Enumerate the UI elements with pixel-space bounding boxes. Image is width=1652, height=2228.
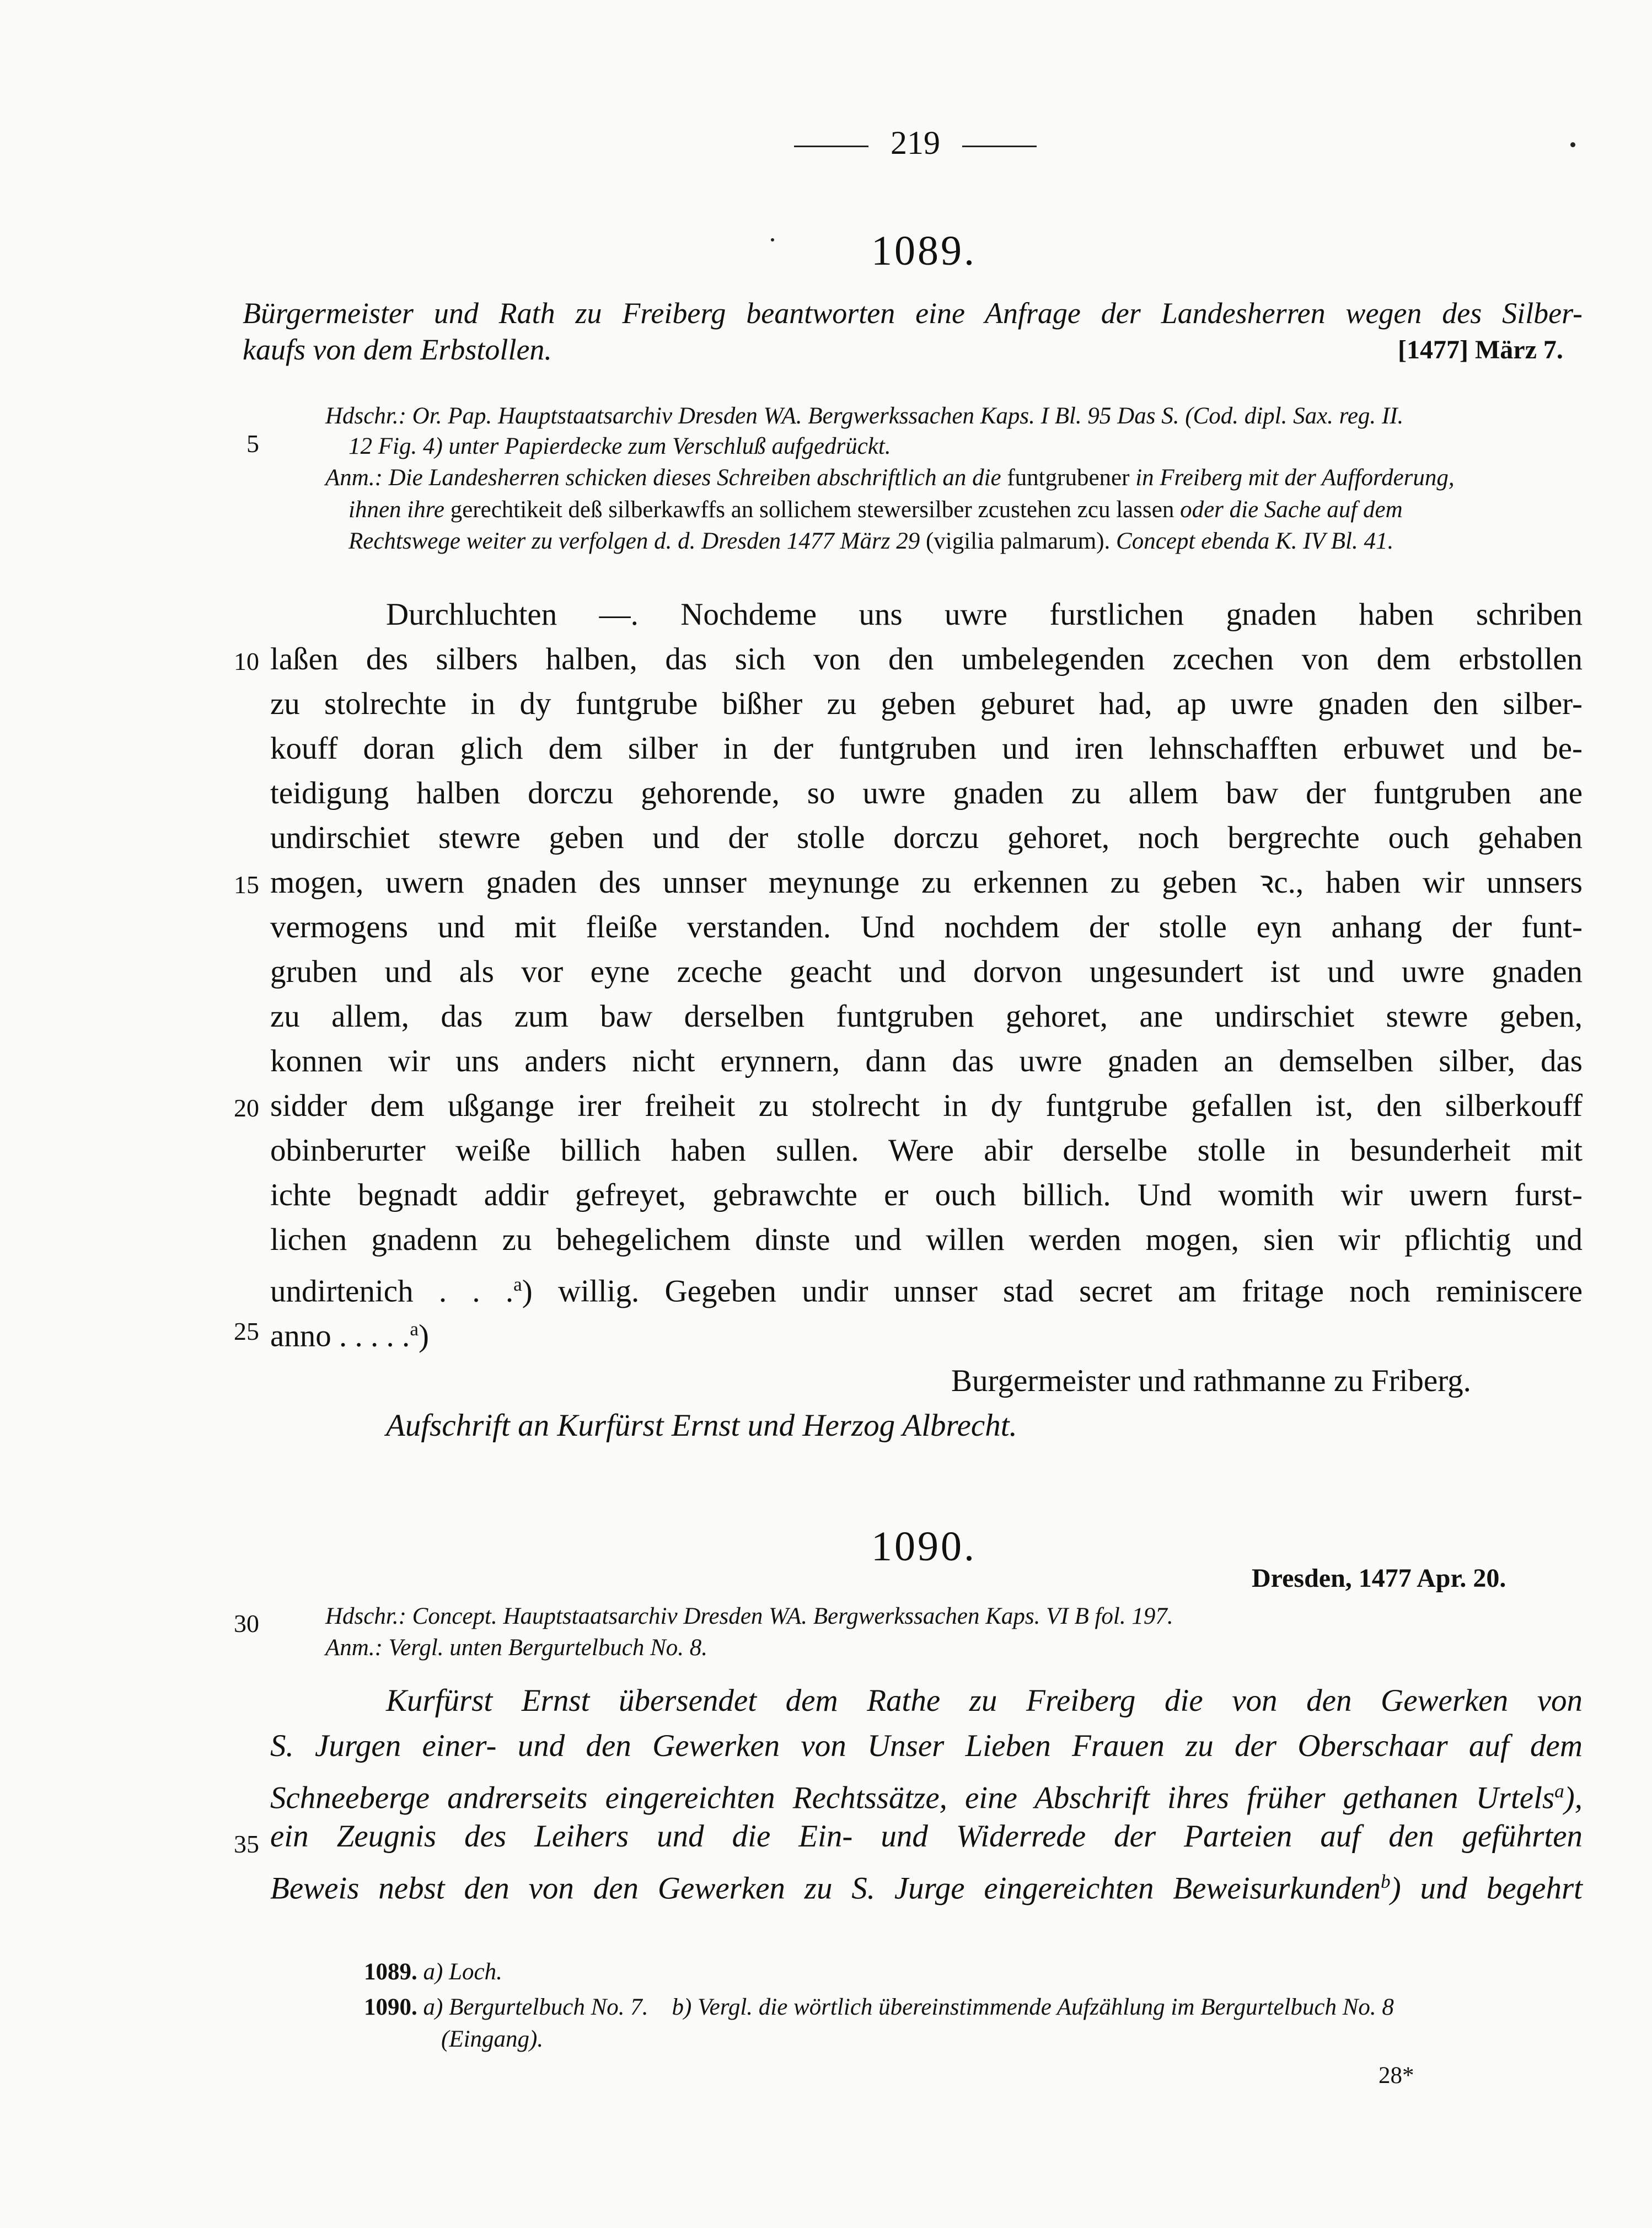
rule-right: [962, 146, 1037, 147]
line-number: 5: [246, 430, 259, 458]
text-line: zu stolrechte in dy funtgrube bißher zu geben geburet had, ap uwre gnaden den silber-: [270, 686, 1583, 721]
text-line: [270, 1307, 1583, 1358]
line-number: 35: [234, 1830, 259, 1858]
footnote-text: a) Loch.: [423, 1959, 502, 1985]
footnote-mark: a: [513, 1274, 522, 1295]
aufschrift: Aufschrift an Kurfürst Ernst und Herzog Albrecht.: [386, 1408, 1017, 1443]
text-fragment: ) willig. Gegeben undir unnser stad secret am fritage noch reminiscere: [522, 1274, 1583, 1309]
anm-1090: Anm.: Vergl. unten Bergurtelbuch No. 8.: [325, 1635, 708, 1661]
anm-text: ihnen ihre: [348, 497, 444, 523]
text-line: ichte begnadt addir gefreyet, gebrawchte er ouch billich. Und womith wir uwern furst-: [270, 1178, 1583, 1212]
hdschr-label: Hdschr.:: [325, 403, 406, 429]
footnote-number: 1090.: [364, 1994, 417, 2020]
stray-dot-mark: [1570, 142, 1575, 147]
anm-text: Rechtswege weiter zu verfolgen d. d. Dresden 1477 März 29: [348, 528, 920, 554]
regest-line: [270, 1860, 1583, 1910]
text-line: [270, 1263, 1583, 1313]
anm-text: in Freiberg mit der Aufforderung,: [1135, 465, 1455, 491]
signature: Burgermeister und rathmanne zu Friberg.: [951, 1363, 1471, 1398]
footnote-mark: b: [1381, 1871, 1391, 1892]
date-1089: [1477] März 7.: [1398, 335, 1563, 364]
anm-1089-line-2: [348, 495, 1403, 524]
text-fragment: ) und begehrt: [1390, 1871, 1583, 1906]
text-line: obinberurter weiße billich haben sullen. Were abir derselbe stolle in besunderheit mit: [270, 1133, 1583, 1168]
date-1090: Dresden, 1477 Apr. 20.: [1252, 1564, 1506, 1593]
text-line: laßen des silbers halben, das sich von den umbelegenden zcechen von dem erbstollen: [270, 642, 1583, 677]
regest-line: [270, 1769, 1583, 1820]
footnote-text: b) Vergl. die wörtlich übereinstimmende Aufzählung im Bergurtelbuch No. 8: [672, 1994, 1394, 2020]
anm-quote: gerechtikeit deß silberkawffs an sollichem stewersilber zcustehen zcu lassen: [450, 497, 1174, 523]
hdschr-text-2: 12 Fig. 4) unter Papierdecke zum Verschluß aufgedrückt.: [348, 433, 891, 459]
anm-text: oder die Sache auf dem: [1180, 497, 1403, 523]
text-line: undirschiet stewre geben und der stolle dorczu gehoret, noch bergrechte ouch gehaben: [270, 820, 1583, 855]
regest-1089-line-2: kaufs von dem Erbstollen.: [243, 333, 552, 366]
page-number: 219: [891, 125, 940, 161]
text-fragment: Schneeberge andrerseits eingereichten Rechtssätze, eine Abschrift ihres früher gethanen Urtels: [270, 1780, 1555, 1816]
anm-1089-line-1: [325, 463, 1455, 492]
text-line: kouff doran glich dem silber in der funtgruben und iren lehnschafften erbuwet und be-: [270, 731, 1583, 766]
document-number-1090: 1090.: [871, 1523, 977, 1570]
text-line: vermogens und mit fleiße verstanden. Und nochdem der stolle eyn anhang der funt-: [270, 910, 1583, 944]
text-fragment: ),: [1564, 1780, 1583, 1816]
text-fragment: anno . . . . .: [270, 1318, 410, 1354]
anm-label: Anm.:: [325, 465, 383, 491]
footnote-text: a) Bergurtelbuch No. 7.: [423, 1994, 648, 2020]
line-number: 20: [234, 1094, 259, 1122]
stray-dot-mark: [771, 238, 774, 241]
footnote-mark: a: [410, 1318, 419, 1340]
text-line: mogen, uwern gnaden des unnser meynunge zu erkennen zu geben ꝛc., haben wir unnsers: [270, 865, 1583, 900]
anm-text: Die Landesherren schicken dieses Schreiben abschriftlich an die: [388, 465, 1001, 491]
text-line: teidigung halben dorczu gehorende, so uwre gnaden zu allem baw der funtgruben ane: [270, 776, 1583, 810]
text-line: konnen wir uns anders nicht erynnern, dann das uwre gnaden an demselben silber, das: [270, 1044, 1583, 1078]
line-number: 30: [234, 1609, 259, 1638]
footnote-1090: [364, 1991, 1394, 2023]
line-number: 15: [234, 871, 259, 899]
hdschr-text: Or. Pap. Hauptstaatsarchiv Dresden WA. Bergwerkssachen Kaps. I Bl. 95 Das S. (Cod. dipl. Sax. reg. II.: [412, 403, 1404, 429]
anm-1089-line-3: [348, 527, 1393, 556]
text-line: Durchluchten —. Nochdeme uns uwre furstlichen gnaden haben schriben: [386, 597, 1583, 632]
text-line: gruben und als vor eyne zceche geacht und dorvon ungesundert ist und uwre gnaden: [270, 954, 1583, 989]
text-line: sidder dem ußgange irer freiheit zu stolrecht in dy funtgrube gefallen ist, den silberkouff: [270, 1088, 1583, 1123]
text-line: lichen gnadenn zu behegelichem dinste und willen werden mogen, sien wir pflichtig und: [270, 1222, 1583, 1257]
footnote-1090-cont: (Eingang).: [441, 2026, 544, 2052]
rule-left: [794, 146, 868, 147]
text-fragment: ): [419, 1318, 429, 1354]
hdschr-1089-line-1: [325, 401, 1403, 431]
text-fragment: undirtenich . . .: [270, 1274, 514, 1309]
anm-quote: funtgrubener: [1007, 465, 1130, 491]
regest-line: Kurfürst Ernst übersendet dem Rathe zu Freiberg die von den Gewerken von: [386, 1683, 1583, 1718]
footnote-mark: a: [1554, 1780, 1564, 1802]
text-line: zu allem, das zum baw derselben funtgruben gehoret, ane undirschiet stewre geben,: [270, 999, 1583, 1034]
footnote-1089: [364, 1956, 502, 1988]
line-number: 10: [234, 647, 259, 675]
anm-text: Concept ebenda K. IV Bl. 41.: [1116, 528, 1394, 554]
text-fragment: Beweis nebst den von den Gewerken zu S. Jurge eingereichten Beweisurkunden: [270, 1871, 1381, 1906]
document-number-1089: 1089.: [871, 228, 977, 274]
regest-1089-line-1: Bürgermeister und Rath zu Freiberg beantworten eine Anfrage der Landesherren wegen des Silber-: [243, 297, 1583, 330]
running-head: [761, 124, 1070, 162]
footnote-number: 1089.: [364, 1959, 417, 1985]
hdschr-1090: Hdschr.: Concept. Hauptstaatsarchiv Dresden WA. Bergwerkssachen Kaps. VI B fol. 197.: [325, 1603, 1173, 1629]
signature-mark: 28*: [1379, 2063, 1414, 2089]
line-number: 25: [234, 1317, 259, 1345]
regest-line: S. Jurgen einer- und den Gewerken von Unser Lieben Frauen zu der Oberschaar auf dem: [270, 1728, 1583, 1763]
anm-quote: (vigilia palmarum).: [925, 528, 1111, 554]
hdschr-1089-line-2: [348, 432, 891, 461]
regest-line: ein Zeugnis des Leihers und die Ein- und Widerrede der Parteien auf den geführten: [270, 1819, 1583, 1854]
